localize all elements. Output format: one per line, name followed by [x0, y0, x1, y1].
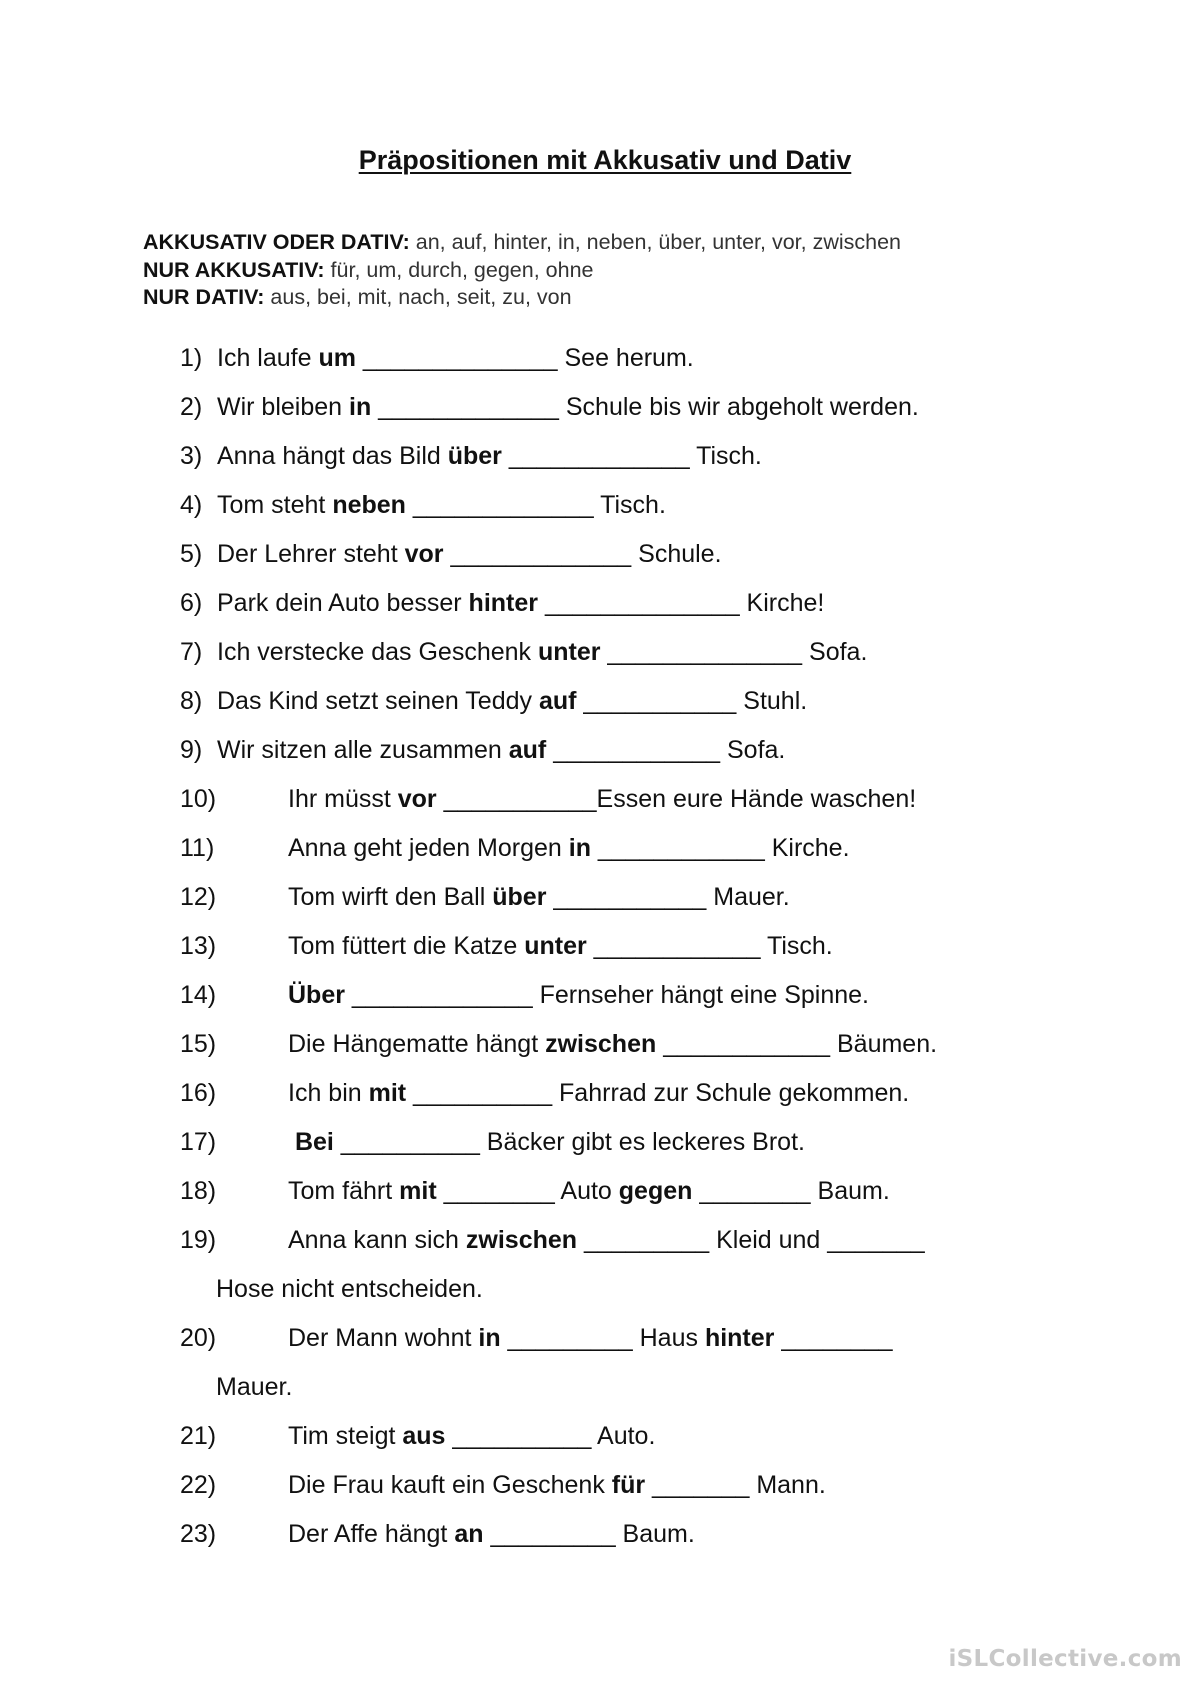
source-watermark: iSLCollective.com — [948, 1646, 1182, 1672]
sentence-text: ___________ Mauer. — [546, 883, 790, 911]
exercise-number: 18) — [180, 1177, 217, 1205]
sentence-text: _____________ Fernseher hängt eine Spinne. — [344, 981, 870, 1009]
exercise-number: 15) — [180, 1030, 217, 1058]
legend-key: NUR DATIV: — [143, 285, 265, 309]
exercise-sentence — [288, 1078, 909, 1108]
legend-row-dat — [143, 284, 901, 312]
sentence-text: ______________ Sofa. — [600, 638, 868, 666]
sentence-text: Der Affe hängt — [288, 1520, 455, 1548]
sentence-text: Wir sitzen alle zusammen — [217, 736, 509, 764]
exercise-number: 2) — [180, 393, 203, 421]
exercise-sentence — [288, 833, 850, 863]
legend-key: AKKUSATIV ODER DATIV: — [143, 230, 410, 254]
sentence-text: Der Lehrer steht — [217, 540, 405, 568]
sentence-text: Das Kind setzt seinen Teddy — [217, 687, 539, 715]
preposition: um — [318, 344, 356, 372]
sentence-text: ____________ Tisch. — [586, 932, 833, 960]
sentence-text: Anna hängt das Bild — [217, 442, 448, 470]
sentence-text: Ihr müsst — [288, 785, 398, 813]
exercise-sentence — [217, 686, 807, 716]
exercise-number: 9) — [180, 736, 203, 764]
exercise-number: 21) — [180, 1422, 217, 1450]
exercise-number: 14) — [180, 981, 217, 1009]
sentence-text: ___________ Stuhl. — [576, 687, 808, 715]
preposition: hinter — [468, 589, 538, 617]
preposition: unter — [537, 638, 601, 666]
exercise-number: 8) — [180, 687, 203, 715]
preposition-legend — [143, 229, 901, 312]
exercise-sentence — [288, 882, 790, 912]
sentence-text: _____________ Schule. — [443, 540, 722, 568]
preposition: hinter — [704, 1324, 775, 1352]
exercise-sentence — [217, 539, 722, 569]
preposition: in — [478, 1324, 501, 1352]
sentence-text: Tom fährt — [288, 1177, 400, 1205]
exercise-number: 13) — [180, 932, 217, 960]
exercise-number: 16) — [180, 1079, 217, 1107]
exercise-number: 1) — [180, 344, 203, 372]
sentence-text: Wir bleiben — [217, 393, 349, 421]
preposition: vor — [397, 785, 437, 813]
legend-value: aus, bei, mit, nach, seit, zu, von — [264, 285, 572, 309]
sentence-text: ______________ See herum. — [355, 344, 694, 372]
sentence-text: Anna kann sich — [288, 1226, 466, 1254]
exercise-number: 22) — [180, 1471, 217, 1499]
preposition: auf — [508, 736, 547, 764]
sentence-text: Die Hängematte hängt — [288, 1030, 546, 1058]
exercise-sentence — [217, 637, 867, 667]
exercise-sentence — [288, 1421, 655, 1451]
sentence-text: ____________ Sofa. — [546, 736, 786, 764]
sentence-text: Die Frau kauft ein Geschenk — [288, 1471, 612, 1499]
sentence-text: _________ Haus — [500, 1324, 705, 1352]
preposition: auf — [538, 687, 577, 715]
exercise-sentence — [217, 343, 694, 373]
exercise-sentence — [288, 1470, 826, 1500]
sentence-text: ________ — [774, 1324, 893, 1352]
preposition: vor — [404, 540, 444, 568]
preposition: mit — [399, 1177, 437, 1205]
preposition: über — [492, 883, 547, 911]
exercise-number: 7) — [180, 638, 203, 666]
sentence-text: _________ Kleid und _______ — [577, 1226, 925, 1254]
sentence-text: Tom steht — [217, 491, 333, 519]
exercise-sentence — [217, 392, 919, 422]
exercise-number: 5) — [180, 540, 203, 568]
exercise-number: 19) — [180, 1226, 217, 1254]
preposition: aus — [402, 1422, 446, 1450]
exercise-continuation: Hose nicht entscheiden. — [216, 1275, 483, 1303]
sentence-text: Ich bin — [288, 1079, 369, 1107]
sentence-text: ____________ Bäumen. — [656, 1030, 938, 1058]
sentence-text: Tom wirft den Ball — [288, 883, 493, 911]
legend-row-akk-dat — [143, 229, 901, 257]
legend-value: an, auf, hinter, in, neben, über, unter, vor, zwischen — [409, 230, 902, 254]
worksheet-title — [0, 145, 1200, 176]
sentence-text: _____________ Tisch. — [501, 442, 762, 470]
sentence-text: Der Mann wohnt — [288, 1324, 479, 1352]
sentence-text: Ich laufe — [217, 344, 319, 372]
exercise-sentence — [288, 1225, 925, 1255]
preposition: über — [447, 442, 502, 470]
sentence-text: _____________ Schule bis wir abgeholt werden. — [371, 393, 919, 421]
exercise-sentence — [288, 1323, 893, 1353]
exercise-number: 12) — [180, 883, 217, 911]
sentence-text: __________ Auto. — [445, 1422, 656, 1450]
preposition: neben — [332, 491, 406, 519]
exercise-sentence — [288, 1127, 805, 1157]
preposition: gegen — [618, 1177, 693, 1205]
exercise-number: 20) — [180, 1324, 217, 1352]
exercise-sentence — [288, 784, 916, 814]
sentence-text: Anna geht jeden Morgen — [288, 834, 569, 862]
sentence-text: ____________ Kirche. — [590, 834, 850, 862]
exercise-sentence — [288, 980, 869, 1010]
legend-value: für, um, durch, gegen, ohne — [324, 257, 594, 282]
preposition: Bei — [294, 1128, 334, 1156]
worksheet-title-text: Präpositionen mit Akkusativ und Dativ — [358, 145, 852, 175]
exercise-number: 23) — [180, 1520, 217, 1548]
exercise-sentence — [288, 931, 833, 961]
preposition: unter — [524, 932, 587, 960]
sentence-text: _________ Baum. — [483, 1520, 695, 1548]
preposition: Über — [288, 981, 345, 1009]
preposition: an — [454, 1520, 484, 1548]
sentence-text: ______________ Kirche! — [538, 589, 825, 617]
exercise-sentence — [217, 441, 762, 471]
exercise-number: 10) — [180, 785, 217, 813]
exercise-sentence — [217, 735, 785, 765]
exercise-number: 6) — [180, 589, 203, 617]
preposition: für — [611, 1471, 646, 1499]
exercise-sentence — [288, 1029, 937, 1059]
sentence-text — [288, 1128, 295, 1156]
preposition: in — [568, 834, 591, 862]
exercise-number: 4) — [180, 491, 203, 519]
sentence-text: Ich verstecke das Geschenk — [217, 638, 538, 666]
sentence-text: ___________Essen eure Hände waschen! — [436, 785, 917, 813]
sentence-text: __________ Bäcker gibt es leckeres Brot. — [333, 1128, 805, 1156]
exercise-sentence — [288, 1519, 695, 1549]
exercise-sentence — [217, 490, 666, 520]
exercise-continuation: Mauer. — [216, 1373, 293, 1401]
sentence-text: __________ Fahrrad zur Schule gekommen. — [406, 1079, 910, 1107]
exercise-sentence — [217, 588, 824, 618]
sentence-text: _____________ Tisch. — [405, 491, 666, 519]
exercise-number: 3) — [180, 442, 203, 470]
legend-row-akk — [143, 257, 901, 285]
exercise-number: 11) — [180, 834, 215, 862]
sentence-text: Park dein Auto besser — [217, 589, 469, 617]
legend-key: NUR AKKUSATIV: — [143, 257, 325, 282]
sentence-text: Tim steigt — [288, 1422, 403, 1450]
sentence-text: Tom füttert die Katze — [288, 932, 525, 960]
preposition: zwischen — [465, 1226, 578, 1254]
sentence-text: _______ Mann. — [645, 1471, 826, 1499]
exercise-number: 17) — [180, 1128, 217, 1156]
sentence-text: ________ Auto — [436, 1177, 619, 1205]
exercise-sentence — [288, 1176, 890, 1206]
preposition: zwischen — [545, 1030, 657, 1058]
preposition: mit — [368, 1079, 407, 1107]
preposition: in — [349, 393, 372, 421]
sentence-text: ________ Baum. — [692, 1177, 890, 1205]
